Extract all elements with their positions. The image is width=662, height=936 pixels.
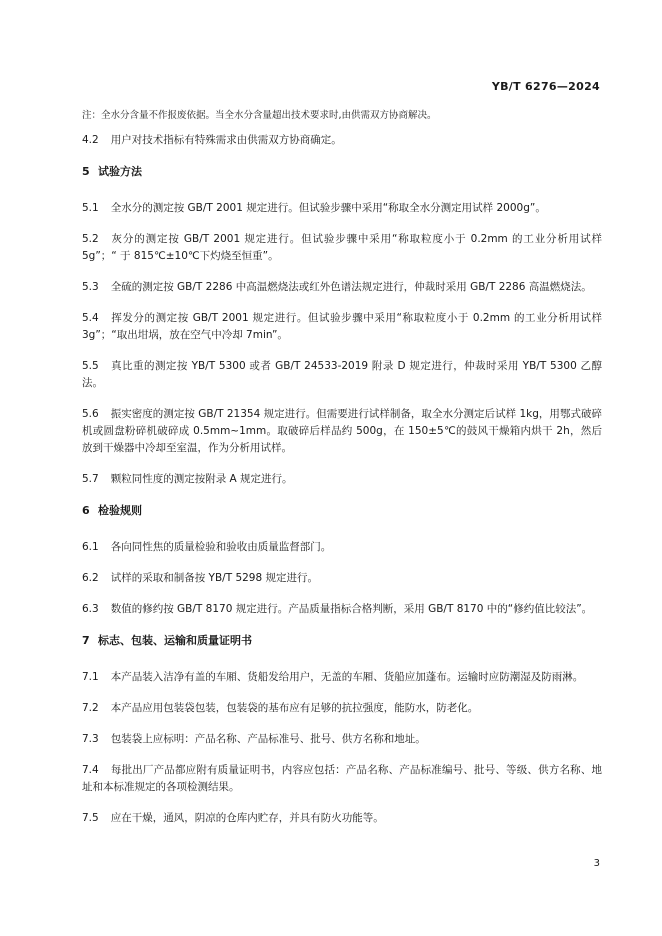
clause-text: 本产品装入洁净有盖的车厢、货船发给用户，无盖的车厢、货船应加蓬布。运输时应防潮湿及防雨淋。 bbox=[110, 671, 584, 683]
note-text: 全水分含量不作报废依据。当全水分含量超出技术要求时,由供需双方协商解决。 bbox=[101, 110, 437, 121]
clause-7-3 bbox=[82, 731, 602, 748]
clause-5-6 bbox=[82, 406, 602, 457]
section-number: 5 bbox=[82, 165, 90, 178]
clause-text: 每批出厂产品都应附有质量证明书，内容应包括：产品名称、产品标准编号、批号、等级、供方名称、地址和本标准规定的各项检测结果。 bbox=[82, 764, 602, 793]
clause-5-3 bbox=[82, 279, 602, 296]
document-body bbox=[82, 132, 602, 841]
section-heading-6 bbox=[82, 502, 602, 519]
clause-number: 7.4 bbox=[82, 764, 99, 776]
clause-number: 4.2 bbox=[82, 134, 99, 146]
clause-5-4 bbox=[82, 310, 602, 344]
clause-6-1 bbox=[82, 539, 602, 556]
clause-text: 挥发分的测定按 GB/T 2001 规定进行。但试验步骤中采用“称取粒度小于 0.2mm 的工业分析用试样 3g”；“取出坩埚，放在空气中冷却 7min”。 bbox=[82, 312, 602, 341]
clause-number: 7.2 bbox=[82, 702, 99, 714]
clause-number: 5.1 bbox=[82, 202, 99, 214]
note bbox=[82, 109, 602, 123]
clause-7-1 bbox=[82, 669, 602, 686]
clause-text: 包装袋上应标明：产品名称、产品标准号、批号、供方名称和地址。 bbox=[110, 733, 426, 745]
clause-text: 全水分的测定按 GB/T 2001 规定进行。但试验步骤中采用“称取全水分测定用试样 2000g”。 bbox=[110, 202, 546, 214]
section-number: 6 bbox=[82, 504, 90, 517]
clause-number: 5.6 bbox=[82, 408, 99, 420]
section-title: 检验规则 bbox=[98, 504, 142, 517]
clause-text: 真比重的测定按 YB/T 5300 或者 GB/T 24533-2019 附录 D 规定进行，仲裁时采用 YB/T 5300 乙醇法。 bbox=[82, 360, 602, 389]
clause-text: 各向同性焦的质量检验和验收由质量监督部门。 bbox=[110, 541, 332, 553]
clause-number: 6.2 bbox=[82, 572, 99, 584]
clause-number: 7.3 bbox=[82, 733, 99, 745]
page-number: 3 bbox=[593, 858, 600, 869]
clause-number: 7.5 bbox=[82, 812, 99, 824]
clause-text: 用户对技术指标有特殊需求由供需双方协商确定。 bbox=[110, 134, 342, 146]
section-title: 试验方法 bbox=[98, 165, 142, 178]
clause-number: 6.3 bbox=[82, 603, 99, 615]
clause-text: 振实密度的测定按 GB/T 21354 规定进行。但需要进行试样制备，取全水分测定后试样 1kg，用鄂式破碎机或圆盘粉碎机破碎成 0.5mm~1mm。取破碎后样品约 500g，在 150±5℃的鼓风干燥箱内烘干 2h，然后放到干燥器中冷却至室温，作为分析用试样。 bbox=[82, 408, 602, 454]
clause-number: 5.5 bbox=[82, 360, 99, 372]
clause-6-2 bbox=[82, 570, 602, 587]
section-heading-7 bbox=[82, 632, 602, 649]
clause-number: 5.4 bbox=[82, 312, 99, 324]
clause-number: 7.1 bbox=[82, 671, 99, 683]
clause-text: 灰分的测定按 GB/T 2001 规定进行。但试验步骤中采用“称取粒度小于 0.2mm 的工业分析用试样 5g”；“ 于 815℃±10℃下灼烧至恒重”。 bbox=[82, 233, 602, 262]
clause-text: 颗粒同性度的测定按附录 A 规定进行。 bbox=[110, 473, 293, 485]
clause-7-4 bbox=[82, 762, 602, 796]
clause-text: 全硫的测定按 GB/T 2286 中高温燃烧法或红外色谱法规定进行，仲裁时采用 GB/T 2286 高温燃烧法。 bbox=[110, 281, 592, 293]
standard-code: YB/T 6276—2024 bbox=[491, 80, 600, 93]
clause-text: 本产品应用包装袋包装，包装袋的基布应有足够的抗拉强度，能防水，防老化。 bbox=[110, 702, 479, 714]
clause-5-5 bbox=[82, 358, 602, 392]
clause-7-2 bbox=[82, 700, 602, 717]
section-number: 7 bbox=[82, 634, 90, 647]
clause-number: 5.2 bbox=[82, 233, 99, 245]
clause-5-7 bbox=[82, 471, 602, 488]
note-label: 注： bbox=[82, 110, 102, 121]
clause-7-5 bbox=[82, 810, 602, 827]
clause-4-2 bbox=[82, 132, 602, 149]
clause-5-2 bbox=[82, 231, 602, 265]
clause-number: 6.1 bbox=[82, 541, 99, 553]
clause-5-1 bbox=[82, 200, 602, 217]
clause-text: 数值的修约按 GB/T 8170 规定进行。产品质量指标合格判断，采用 GB/T 8170 中的“修约值比较法”。 bbox=[110, 603, 593, 615]
clause-text: 试样的采取和制备按 YB/T 5298 规定进行。 bbox=[110, 572, 319, 584]
section-heading-5 bbox=[82, 163, 602, 180]
section-title: 标志、包装、运输和质量证明书 bbox=[98, 634, 252, 647]
clause-6-3 bbox=[82, 601, 602, 618]
clause-number: 5.3 bbox=[82, 281, 99, 293]
clause-text: 应在干燥，通风，阴凉的仓库内贮存，并具有防火功能等。 bbox=[110, 812, 384, 824]
clause-number: 5.7 bbox=[82, 473, 99, 485]
